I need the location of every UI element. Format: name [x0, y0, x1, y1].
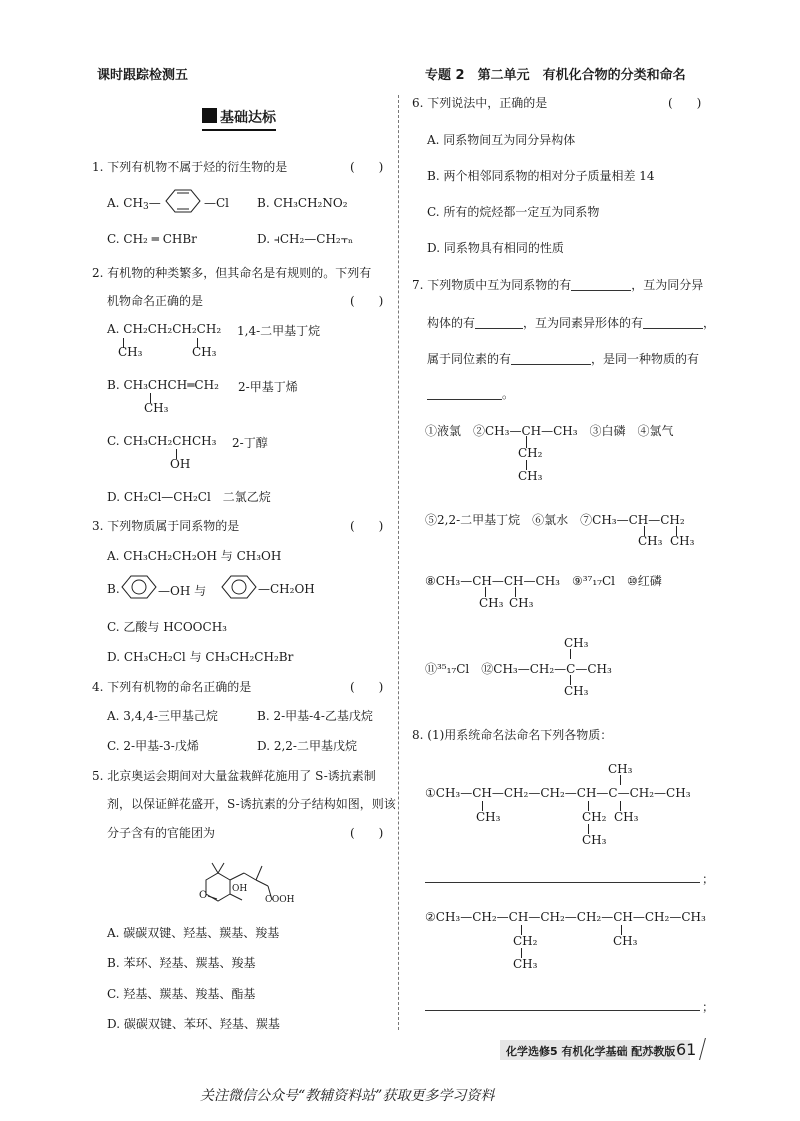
- q1-optD: D. ⫞CH₂—CH₂⫟ₙ: [257, 232, 354, 246]
- page-slash: [699, 1038, 706, 1060]
- answer-blank[interactable]: [427, 387, 502, 400]
- q7-i8-sub2: CH₃: [509, 596, 534, 610]
- q7-items-5: ⑤2,2-二甲基丁烷 ⑥氯水 ⑦CH₃—CH—CH₂: [425, 513, 685, 527]
- q2-optA: A. CH₂CH₂CH₂CH₂: [107, 322, 222, 336]
- q1-optB: B. CH₃CH₂NO₂: [257, 196, 348, 210]
- q8-s1-sub3: CH₃: [614, 810, 639, 824]
- q2-optA-name: 1,4-二甲基丁烷: [237, 324, 321, 338]
- header-left: 课时跟踪检测五: [97, 68, 189, 83]
- bottom-note: 关注微信公众号“教辅资料站”获取更多学习资料: [200, 1088, 495, 1104]
- q3-optD: D. CH₃CH₂Cl 与 CH₃CH₂CH₂Br: [107, 650, 294, 664]
- q1-optC: C. CH₂ ═ CHBr: [107, 232, 197, 246]
- q7-line1: [412, 276, 703, 293]
- q5-optC: C. 羟基、羰基、羧基、酯基: [107, 987, 256, 1001]
- q2-optB-name: 2-甲基丁烯: [238, 380, 298, 394]
- q4-paren: ( ): [350, 680, 384, 694]
- q6-optD: D. 同系物具有相同的性质: [427, 241, 564, 255]
- q8-s2-sub1: CH₂: [513, 934, 538, 948]
- q7-i7-sub1: CH₃: [638, 534, 663, 548]
- q7-i8-sub1: CH₃: [479, 596, 504, 610]
- q5-struct-o: O: [199, 890, 208, 901]
- q5-struct-oh: OH: [232, 884, 248, 894]
- q8-answer-line-1[interactable]: [425, 882, 700, 883]
- q5-struct-cooh: COOH: [265, 895, 295, 905]
- q8-s1-top: CH₃: [608, 762, 633, 776]
- q7-line2: [427, 314, 715, 331]
- q7-i7-sub2: CH₃: [670, 534, 695, 548]
- q2-optB: B. CH₃CHCH═CH₂: [107, 378, 219, 392]
- q8-s2: ②CH₃—CH₂—CH—CH₂—CH₂—CH—CH₂—CH₃: [425, 910, 706, 924]
- q7-line4: [427, 385, 514, 402]
- q8-s2-sub3: CH₃: [613, 934, 638, 948]
- benzene-ring-icon: [118, 572, 162, 602]
- q7-l2a: 构体的有: [427, 316, 476, 330]
- q8-stem: 8. (1)用系统命名法命名下列各物质：: [412, 728, 613, 742]
- q2-optB-sub: CH₃: [144, 401, 169, 415]
- q8-s2-sub2: CH₃: [513, 957, 538, 971]
- q7-i2-sub: CH₃: [518, 469, 543, 483]
- q5-stem1: 5. 北京奥运会期间对大量盆栽鲜花施用了 S-诱抗素制: [92, 769, 376, 783]
- q2-stem: 2. 有机物的种类繁多，但其命名是有规则的。下列有: [92, 266, 372, 280]
- q6-optB: B. 两个相邻同系物的相对分子质量相差 14: [427, 169, 655, 183]
- q7-items-11: ⑪³⁵₁₇Cl ⑫CH₃—CH₂—C—CH₃: [425, 662, 612, 676]
- q2-optA-sub1: CH₃: [118, 345, 143, 359]
- q5-stem2: 剂，以保证鲜花盛开，S-诱抗素的分子结构如图，则该: [107, 797, 396, 811]
- bond: [570, 649, 571, 659]
- q3-optA: A. CH₃CH₂CH₂OH 与 CH₃OH: [107, 549, 282, 563]
- q4-optD: D. 2,2-二甲基戊烷: [257, 739, 357, 753]
- answer-blank[interactable]: [571, 278, 631, 291]
- q5-optB: B. 苯环、羟基、羰基、羧基: [107, 956, 256, 970]
- q1-paren: ( ): [350, 160, 384, 174]
- section-title: [202, 107, 276, 131]
- q6-paren: ( ): [668, 96, 702, 110]
- q3-optC: C. 乙酸与 HCOOCH₃: [107, 620, 227, 634]
- q7-l1b: ，互为同分异: [631, 278, 704, 292]
- q2-optC: C. CH₃CH₂CHCH₃: [107, 434, 217, 448]
- q2-stem2: 机物命名正确的是: [107, 294, 204, 308]
- q6-optC: C. 所有的烷烃都一定互为同系物: [427, 205, 600, 219]
- q1-optA-cl: Cl: [216, 196, 230, 210]
- q8-end1: ；: [702, 872, 715, 886]
- q3-optB-prefix: B.: [107, 582, 120, 596]
- q4-optC: C. 2-甲基-3-戊烯: [107, 739, 199, 753]
- q8-answer-line-2[interactable]: [425, 1010, 700, 1011]
- q7-items-8: ⑧CH₃—CH—CH—CH₃ ⑨³⁷₁₇Cl ⑩红磷: [425, 574, 662, 588]
- answer-blank[interactable]: [475, 316, 523, 329]
- q1-optA-suffix: —Cl: [204, 196, 230, 210]
- q7-l3b: ，是同一种物质的有: [591, 352, 700, 366]
- answer-blank[interactable]: [643, 316, 703, 329]
- s-abscisic-structure-icon: [190, 858, 310, 918]
- q7-l2b: ，互为同素异形体的有: [523, 316, 644, 330]
- q7-l4: 。: [502, 387, 515, 401]
- q3-optB-mid2: —CH₂OH: [258, 582, 315, 596]
- q2-optC-sub: OH: [170, 457, 191, 471]
- q7-l2c: ，: [703, 316, 716, 330]
- q7-line3: [427, 350, 699, 367]
- q7-i2-sub-top: CH₂: [518, 446, 543, 460]
- q4-optB: B. 2-甲基-4-乙基戊烷: [257, 709, 373, 723]
- q7-l1a: 7. 下列物质中互为同系物的有: [412, 278, 572, 292]
- q2-paren: ( ): [350, 294, 384, 308]
- q1-optA: A. $CH_3—$: [107, 196, 161, 212]
- q5-optA: A. 碳碳双键、羟基、羰基、羧基: [107, 926, 280, 940]
- column-divider: [398, 95, 399, 1030]
- q2-optC-name: 2-丁醇: [232, 436, 268, 450]
- q8-end2: ；: [702, 1000, 715, 1014]
- q3-optB-mid1: —OH 与: [158, 584, 207, 598]
- q8-s1-sub1: CH₃: [476, 810, 501, 824]
- q1-stem: 1. 下列有机物不属于烃的衍生物的是: [92, 160, 288, 174]
- page-number: 61: [676, 1040, 697, 1059]
- answer-blank[interactable]: [511, 352, 591, 365]
- benzene-ring-icon: [218, 572, 262, 602]
- benzene-ring-icon: [158, 186, 208, 216]
- header-right: 专题 2 第二单元 有机化合物的分类和命名: [425, 68, 686, 83]
- section-marker-icon: [202, 108, 217, 123]
- q8-s1-sub4: CH₃: [582, 833, 607, 847]
- q4-optA: A. 3,4,4-三甲基己烷: [107, 709, 218, 723]
- q5-optD: D. 碳碳双键、苯环、羟基、羰基: [107, 1017, 280, 1031]
- q6-stem: 6. 下列说法中，正确的是: [412, 96, 548, 110]
- q7-l3a: 属于同位素的有: [427, 352, 512, 366]
- q4-stem: 4. 下列有机物的命名正确的是: [92, 680, 252, 694]
- q5-paren: ( ): [350, 826, 384, 840]
- q6-optA: A. 同系物间互为同分异构体: [427, 133, 576, 147]
- q3-stem: 3. 下列物质属于同系物的是: [92, 519, 240, 533]
- q7-items-1: ①液氯 ②CH₃—CH—CH₃ ③白磷 ④氯气: [425, 424, 674, 438]
- q8-s1: ①CH₃—CH—CH₂—CH₂—CH—C—CH₂—CH₃: [425, 786, 691, 800]
- bond: [620, 775, 621, 785]
- q2-optA-sub2: CH₃: [192, 345, 217, 359]
- q8-s1-sub2: CH₂: [582, 810, 607, 824]
- q7-i12-bot: CH₃: [564, 684, 589, 698]
- section-title-text: 基础达标: [220, 110, 276, 126]
- footer-book: 化学选修5 有机化学基础 配苏教版: [506, 1045, 676, 1058]
- q7-i12-top: CH₃: [564, 636, 589, 650]
- q2-optD: D. CH₂Cl—CH₂Cl 二氯乙烷: [107, 490, 271, 504]
- q3-paren: ( ): [350, 519, 384, 533]
- q5-stem3: 分子含有的官能团为: [107, 826, 216, 840]
- q1-optA-prefix: A. CH: [107, 196, 143, 210]
